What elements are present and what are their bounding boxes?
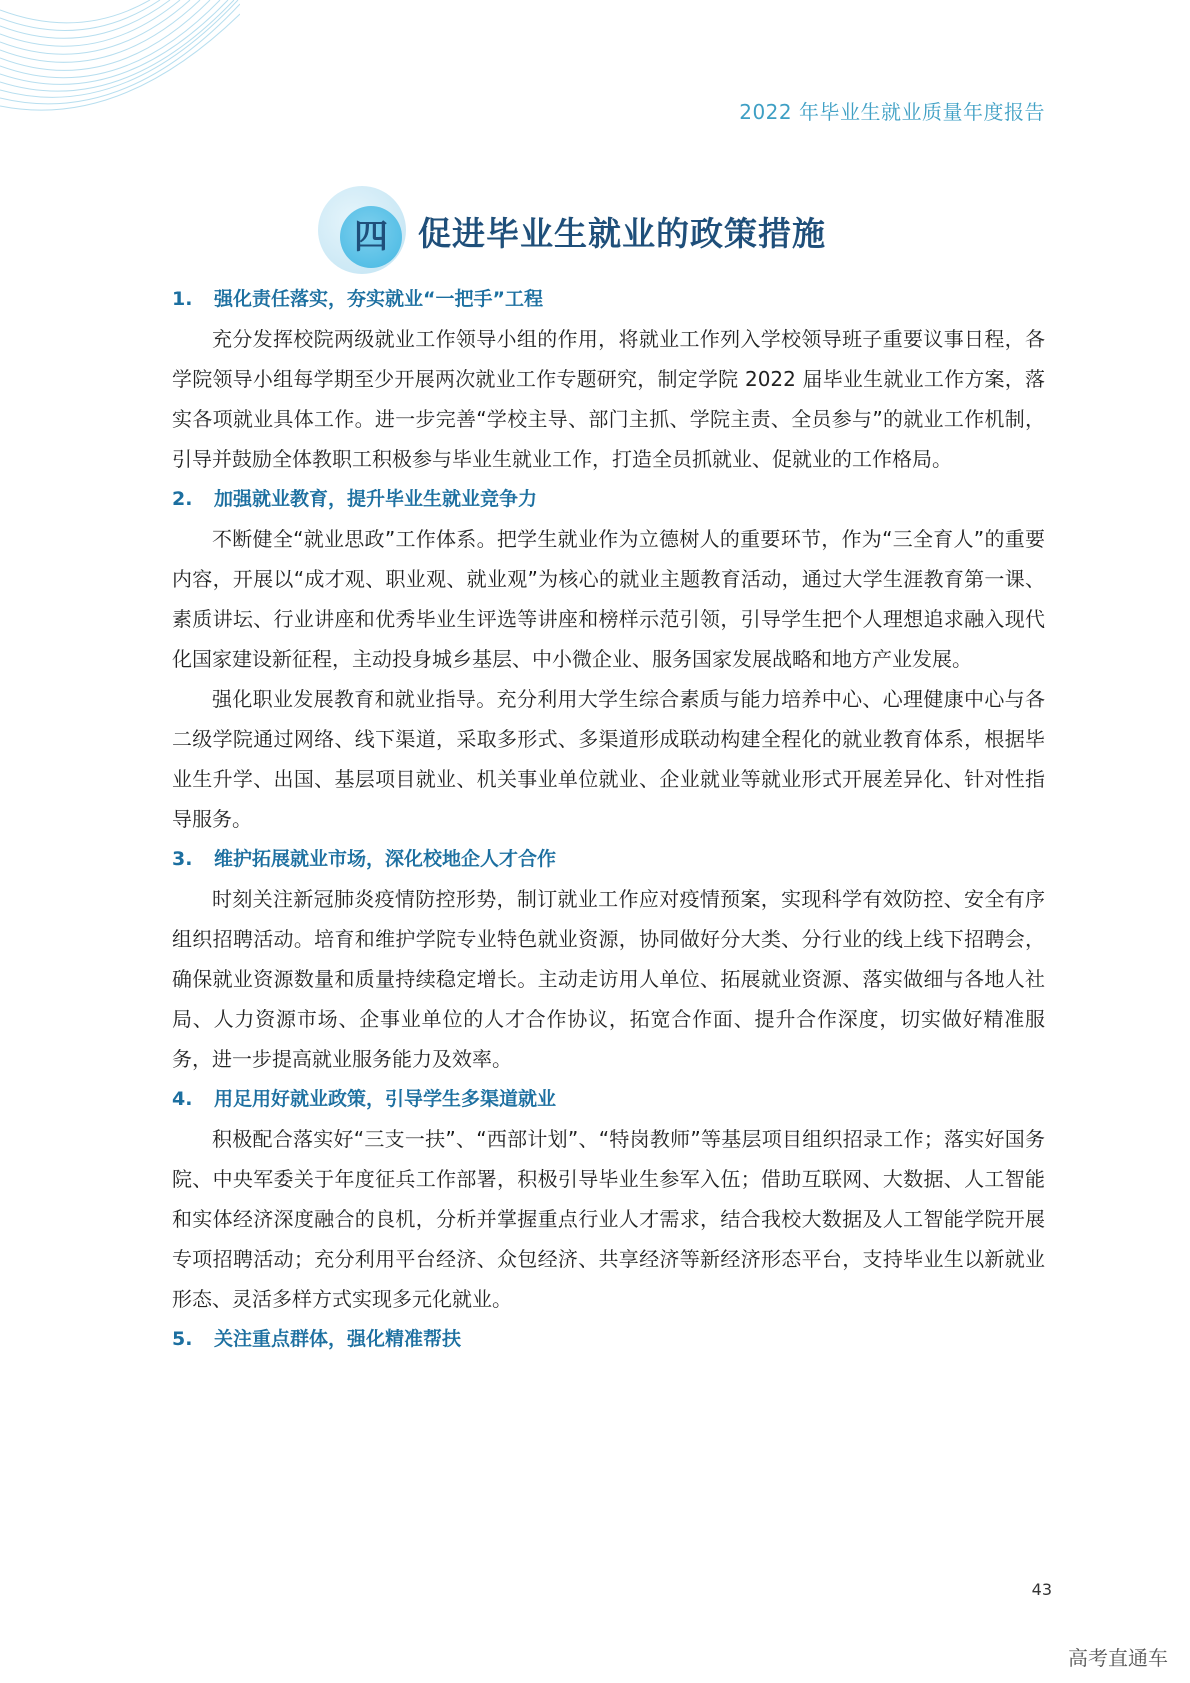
- section-number: 3.: [172, 848, 193, 870]
- section-heading-text: 维护拓展就业市场，深化校地企人才合作: [214, 848, 557, 870]
- section-heading-text: 用足用好就业政策，引导学生多渠道就业: [214, 1088, 557, 1110]
- section-number: 1.: [172, 288, 193, 310]
- section-heading: [172, 1079, 1045, 1119]
- paragraph: 时刻关注新冠肺炎疫情防控形势，制订就业工作应对疫情预案，实现科学有效防控、安全有序组织招聘活动。培育和维护学院专业特色就业资源，协同做好分大类、分行业的线上线下招聘会，确保就业资源数量和质量持续稳定增长。主动走访用人单位、拓展就业资源、落实做细与各地人社局、人力资源市场、企事业单位的人才合作协议，拓宽合作面、提升合作深度，切实做好精准服务，进一步提高就业服务能力及效率。: [172, 887, 1045, 1071]
- section-heading: [172, 479, 1045, 519]
- section-number: 4.: [172, 1088, 193, 1110]
- paragraph: 积极配合落实好“三支一扶”、“西部计划”、“特岗教师”等基层项目组织招录工作；落实好国务院、中央军委关于年度征兵工作部署，积极引导毕业生参军入伍；借助互联网、大数据、人工智能和实体经济深度融合的良机，分析并掌握重点行业人才需求，结合我校大数据及人工智能学院开展专项招聘活动；充分利用平台经济、众包经济、共享经济等新经济形态平台，支持毕业生以新就业形态、灵活多样方式实现多元化就业。: [172, 1127, 1045, 1311]
- section-3: [172, 839, 1045, 1079]
- section-heading-text: 加强就业教育，提升毕业生就业竞争力: [214, 488, 538, 510]
- main-content: [172, 279, 1045, 1359]
- chapter-heading: [318, 186, 918, 276]
- paragraph: 强化职业发展教育和就业指导。充分利用大学生综合素质与能力培养中心、心理健康中心与各二级学院通过网络、线下渠道，采取多形式、多渠道形成联动构建全程化的就业教育体系，根据毕业生升学、出国、基层项目就业、机关事业单位就业、企业就业等就业形式开展差异化、针对性指导服务。: [172, 687, 1045, 831]
- paragraph: 充分发挥校院两级就业工作领导小组的作用，将就业工作列入学校领导班子重要议事日程，各学院领导小组每学期至少开展两次就业工作专题研究，制定学院 2022 届毕业生就业工作方案，落实各项就业具体工作。进一步完善“学校主导、部门主抓、学院主责、全员参与”的就业工作机制，引导并鼓励全体教职工积极参与毕业生就业工作，打造全员抓就业、促就业的工作格局。: [172, 327, 1045, 471]
- section-number: 5.: [172, 1328, 193, 1350]
- section-4: [172, 1079, 1045, 1319]
- section-heading: [172, 1319, 1045, 1359]
- section-heading: [172, 839, 1045, 879]
- report-header-title: 2022 年毕业生就业质量年度报告: [739, 100, 1045, 124]
- chapter-number: 四: [354, 217, 388, 257]
- watermark: 高考直通车: [1068, 1646, 1168, 1670]
- section-number: 2.: [172, 488, 193, 510]
- corner-wave-decoration: [0, 0, 240, 130]
- page-number: 43: [1031, 1580, 1052, 1599]
- paragraph: 不断健全“就业思政”工作体系。把学生就业作为立德树人的重要环节，作为“三全育人”的重要内容，开展以“成才观、职业观、就业观”为核心的就业主题教育活动，通过大学生涯教育第一课、素质讲坛、行业讲座和优秀毕业生评选等讲座和榜样示范引领，引导学生把个人理想追求融入现代化国家建设新征程，主动投身城乡基层、中小微企业、服务国家发展战略和地方产业发展。: [172, 527, 1045, 671]
- section-heading-text: 强化责任落实，夯实就业“一把手”工程: [214, 288, 543, 310]
- section-5: [172, 1319, 1045, 1359]
- section-heading-text: 关注重点群体，强化精准帮扶: [214, 1328, 462, 1350]
- chapter-title: 促进毕业生就业的政策措施: [418, 214, 826, 253]
- section-1: [172, 279, 1045, 479]
- section-heading: [172, 279, 1045, 319]
- section-2: [172, 479, 1045, 839]
